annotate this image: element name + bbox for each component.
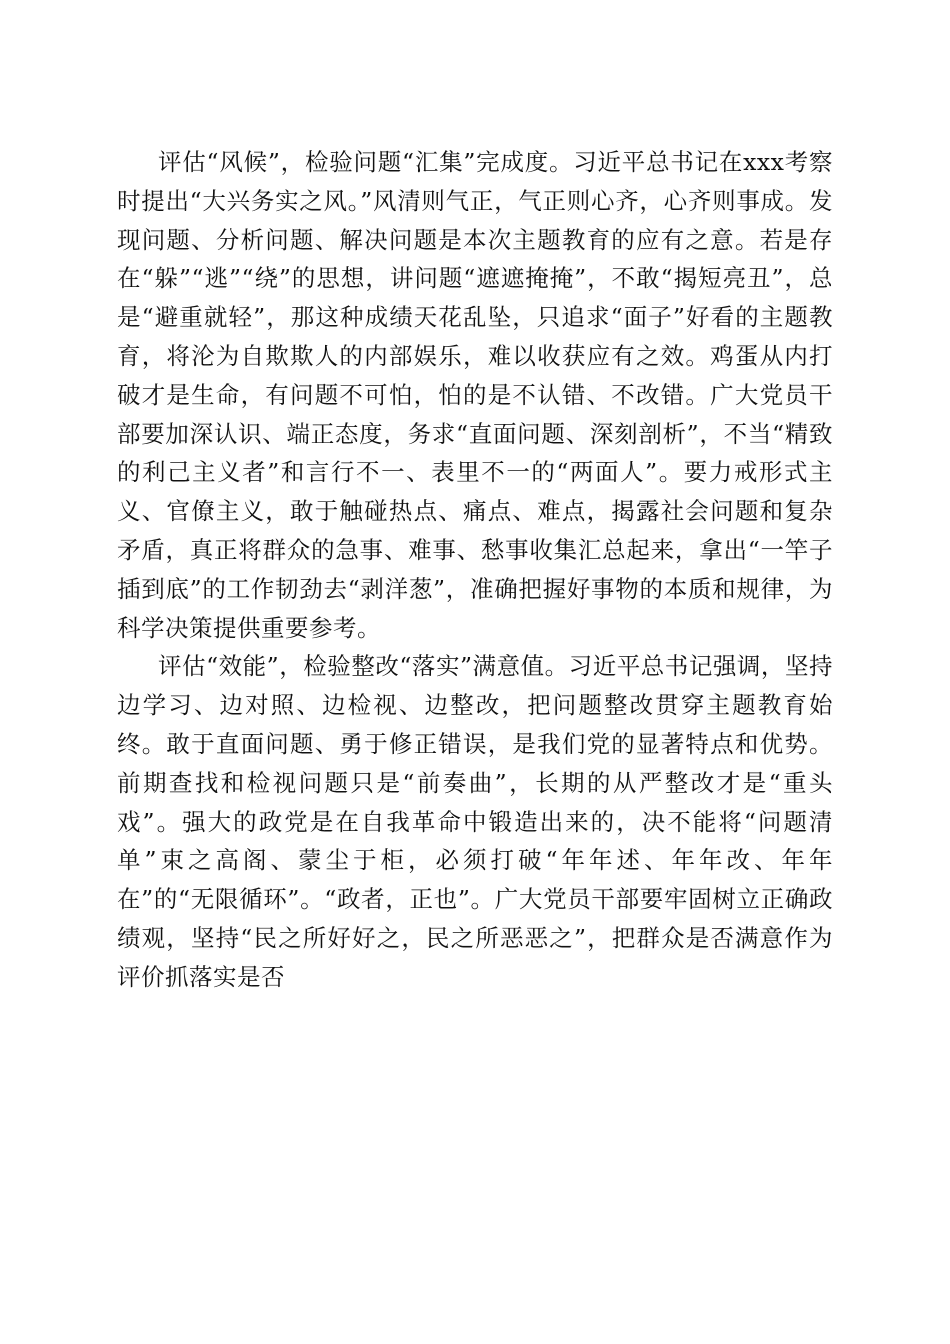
document-body <box>117 143 833 997</box>
paragraph-1: 评估“风候”，检验问题“汇集”完成度。习近平总书记在xxx考察时提出“大兴务实之风。”风清则气正，气正则心齐，心齐则事成。发现问题、分析问题、解决问题是本次主题教育的应有之意。若是存在“躲”“逃”“绕”的思想，讲问题“遮遮掩掩”，不敢“揭短亮丑”，总是“避重就轻”，那这种成绩天花乱坠，只追求“面子”好看的主题教育，将沦为自欺欺人的内部娱乐，难以收获应有之效。鸡蛋从内打破才是生命，有问题不可怕，怕的是不认错、不改错。广大党员干部要加深认识、端正态度，务求“直面问题、深刻剖析”，不当“精致的利己主义者”和言行不一、表里不一的“两面人”。要力戒形式主义、官僚主义，敢于触碰热点、痛点、难点，揭露社会问题和复杂矛盾，真正将群众的急事、难事、愁事收集汇总起来，拿出“一竿子插到底”的工作韧劲去“剥洋葱”，准确把握好事物的本质和规律，为科学决策提供重要参考。 <box>117 148 833 642</box>
paragraph-2: 评估“效能”，检验整改“落实”满意值。习近平总书记强调，坚持边学习、边对照、边检视、边整改，把问题整改贯穿主题教育始终。敢于直面问题、勇于修正错误，是我们党的显著特点和优势。前期查找和检视问题只是“前奏曲”，长期的从严整改才是“重头戏”。强大的政党是在自我革命中锻造出来的，决不能将“问题清单”束之高阁、蒙尘于柜，必须打破“年年述、年年改、年年在”的“无限循环”。“政者，正也”。广大党员干部要牢固树立正确政绩观，坚持“民之所好好之，民之所恶恶之”，把群众是否满意作为评价抓落实是否 <box>117 652 833 991</box>
